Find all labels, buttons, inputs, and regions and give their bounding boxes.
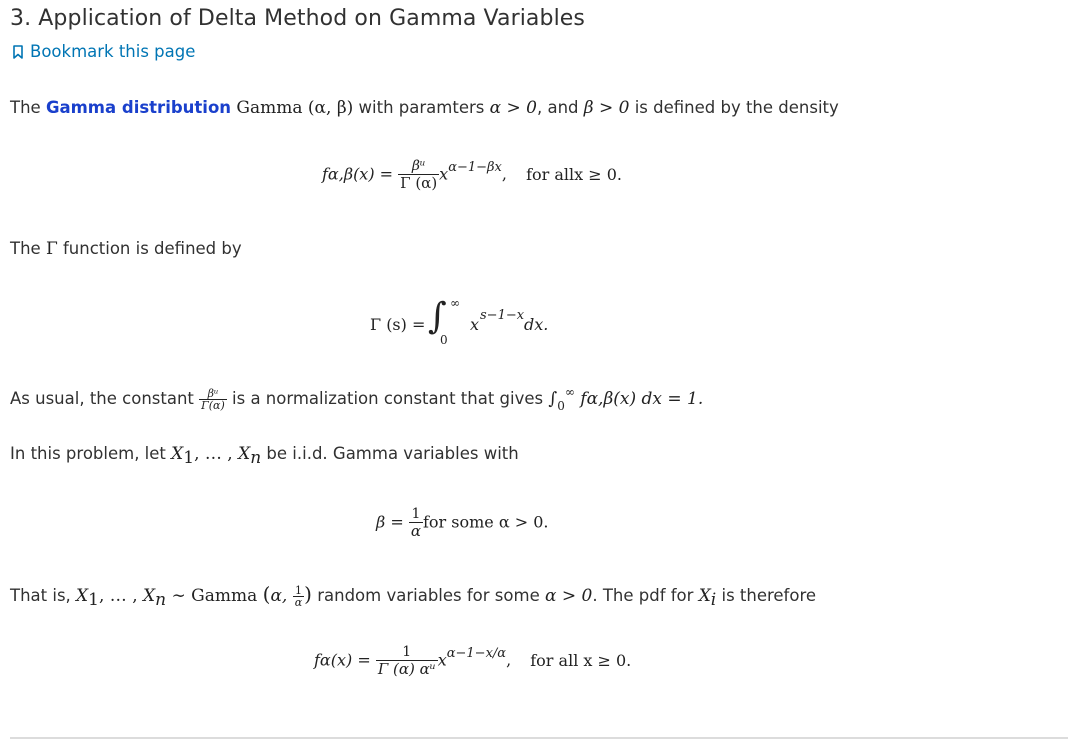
- problem-prefix: In this problem, let: [10, 444, 172, 463]
- that-is-rparen: ): [304, 582, 312, 606]
- intro-mid: with paramters: [353, 98, 490, 117]
- norm-den: Γ(α): [201, 399, 225, 412]
- bookmark-icon: [10, 44, 26, 60]
- eq4-cond: for all x ≥ 0.: [530, 650, 632, 670]
- that-is-fden: α: [294, 596, 303, 609]
- eq4-lhs: fα(x) =: [314, 650, 376, 670]
- norm-lower: 0: [557, 399, 565, 413]
- problem-subn: n: [250, 448, 262, 468]
- that-is-xn: X: [143, 586, 156, 606]
- problem-paragraph: [10, 443, 519, 468]
- problem-dots: , … ,: [194, 444, 239, 464]
- eq1-lhs: fα,β(x) =: [322, 164, 399, 184]
- that-is-fnum: 1: [294, 584, 302, 597]
- that-is-math: α > 0: [544, 586, 593, 606]
- eq4-exp: α−1−x/α: [446, 645, 507, 661]
- that-is-subi: i: [710, 590, 717, 610]
- intro-math-gamma: Gamma (α, β): [231, 98, 354, 118]
- pdf-equation: [314, 644, 631, 678]
- eq4-body: x: [437, 650, 447, 670]
- norm-upper: ∞: [564, 385, 575, 399]
- gamma-distribution-link[interactable]: Gamma distribution: [45, 98, 232, 117]
- gamma-def-math: Γ: [45, 239, 58, 259]
- that-is-prefix: That is,: [10, 586, 77, 605]
- eq3-cond: for some α > 0.: [422, 512, 549, 532]
- eq2-upper: ∞: [450, 296, 460, 310]
- that-is-mid: random variables for some: [311, 586, 545, 605]
- eq1-den: Γ (α): [400, 174, 438, 192]
- norm-integral: ∫: [548, 389, 558, 409]
- eq2-tail: dx.: [524, 315, 549, 334]
- eq4-tail: ,: [506, 650, 512, 670]
- intro-prefix: The: [10, 98, 46, 117]
- norm-num: βᵘ: [207, 387, 219, 400]
- gamma-def-suffix: function is defined by: [57, 239, 242, 258]
- normalization-paragraph: [10, 385, 704, 413]
- that-is-subn: n: [155, 590, 167, 610]
- intro-math-beta: β > 0: [583, 98, 630, 118]
- gamma-function-paragraph: [10, 238, 242, 260]
- problem-suffix: be i.i.d. Gamma variables with: [261, 444, 519, 463]
- that-is-dots: , … ,: [98, 586, 144, 606]
- bookmark-button[interactable]: [10, 42, 195, 61]
- that-is-sub1: 1: [88, 590, 99, 610]
- that-is-x1: X: [76, 586, 89, 606]
- eq1-fraction: [398, 158, 439, 192]
- eq4-num: 1: [402, 644, 412, 660]
- problem-sub1: 1: [183, 448, 195, 468]
- eq3-lhs: β =: [376, 512, 409, 532]
- density-equation: [322, 158, 622, 192]
- eq1-tail: ,: [501, 164, 507, 184]
- eq1-body: x: [439, 164, 449, 184]
- beta-equation: [376, 506, 548, 540]
- bottom-divider: [10, 737, 1068, 739]
- eq2-lower: 0: [440, 333, 448, 347]
- that-is-paragraph: [10, 583, 816, 608]
- eq2-body: x: [470, 315, 480, 334]
- eq1-cond: for allx ≥ 0.: [526, 164, 623, 184]
- intro-math-alpha: α > 0: [489, 98, 537, 118]
- norm-body: fα,β(x) dx = 1.: [574, 389, 704, 409]
- that-is-tilde: ∼ Gamma: [166, 586, 263, 606]
- eq3-num: 1: [411, 506, 421, 522]
- problem-xn: X: [238, 444, 251, 464]
- intro-paragraph: [10, 97, 839, 119]
- norm-mid: is a normalization constant that gives: [226, 389, 549, 408]
- eq1-exp: α−1−βx: [448, 159, 502, 175]
- eq2-exp: s−1−x: [480, 308, 525, 323]
- eq4-den: Γ (α) αᵘ: [377, 660, 436, 678]
- that-is-suffix1: . The pdf for: [592, 586, 699, 605]
- eq3-den: α: [410, 522, 421, 540]
- gamma-def-prefix: The: [10, 239, 46, 258]
- that-is-alpha: α,: [270, 586, 293, 606]
- that-is-suffix2: is therefore: [716, 586, 817, 605]
- norm-fraction: [199, 388, 227, 411]
- problem-x1: X: [171, 444, 184, 464]
- eq3-fraction: [409, 506, 423, 540]
- page-title: 3. Application of Delta Method on Gamma Variables: [10, 6, 585, 31]
- eq1-num: βᵘ: [411, 158, 426, 174]
- intro-and: , and: [536, 98, 584, 117]
- that-is-fraction: [293, 585, 304, 608]
- norm-prefix: As usual, the constant: [10, 389, 200, 408]
- eq2-lhs: Γ (s) =: [370, 315, 426, 334]
- eq2-integral: ∫: [428, 296, 447, 337]
- eq4-fraction: [376, 644, 438, 678]
- that-is-lparen: (: [262, 582, 271, 606]
- that-is-xi: X: [698, 586, 711, 606]
- intro-suffix: is defined by the density: [629, 98, 839, 117]
- bookmark-label: Bookmark this page: [30, 42, 196, 61]
